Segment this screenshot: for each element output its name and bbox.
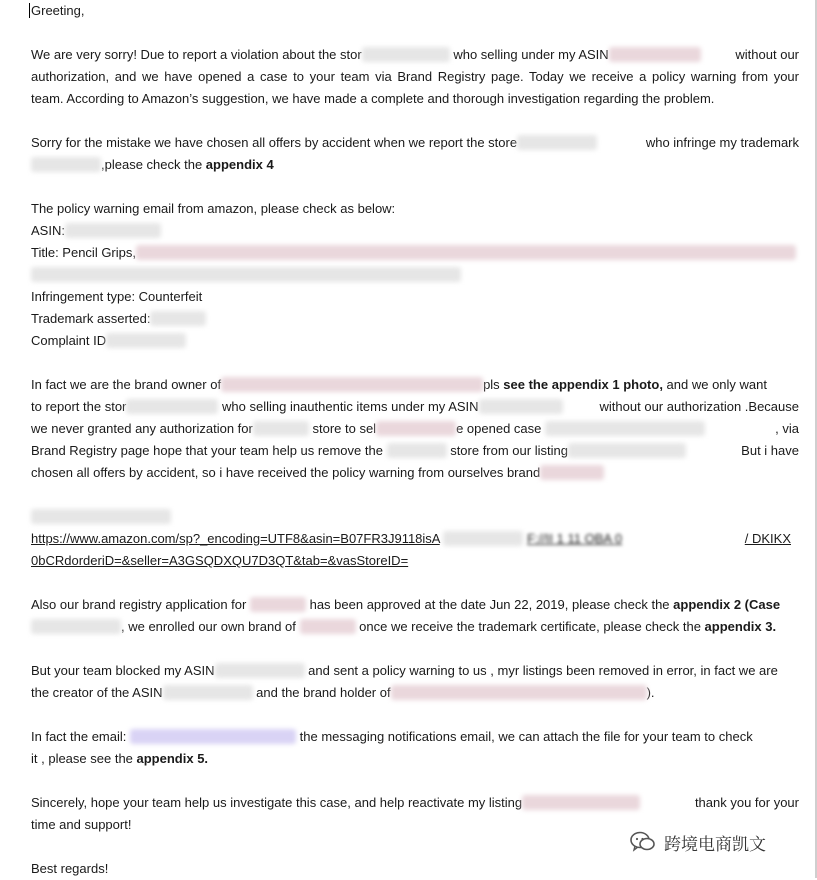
redacted	[253, 421, 309, 436]
text: , via	[775, 421, 799, 436]
store-link-line1[interactable]	[31, 528, 799, 550]
text: pls	[483, 377, 504, 392]
text: e opened case	[456, 421, 542, 436]
greeting-line	[31, 0, 799, 22]
redacted	[391, 685, 647, 700]
store-link-line2[interactable]	[31, 550, 799, 572]
text: to report the stor	[31, 399, 127, 414]
text: But your team blocked my ASIN	[31, 663, 215, 678]
text: ASIN:	[31, 223, 65, 238]
redacted	[106, 333, 186, 348]
redacted	[609, 47, 701, 62]
p3-title	[31, 242, 799, 264]
store-link[interactable]: / DKIKX	[744, 531, 791, 546]
store-link[interactable]: 0bCRdorderiD=&seller=A3GSQDXQU7D3QT&tab=&vasStoreID=	[31, 553, 409, 568]
redacted	[250, 597, 306, 612]
redacted	[545, 421, 705, 436]
redacted	[65, 223, 161, 238]
p8-line1	[31, 792, 799, 814]
p1-line3: team. According to Amazon’s suggestion, we have made a complete and thorough investigation regarding the problem.	[31, 91, 715, 106]
text: thank you for your	[694, 795, 799, 810]
closing: Best regards!	[31, 861, 109, 876]
p5-line2	[31, 616, 799, 638]
text: the messaging notifications email, we can attach the file for your team to check	[299, 729, 753, 744]
text: Trademark asserted:	[31, 311, 151, 326]
redacted	[522, 795, 640, 810]
redacted	[387, 443, 447, 458]
watermark-text: 跨境电商凯文	[664, 834, 766, 854]
watermark	[630, 828, 766, 856]
text: In fact we are the brand owner of	[31, 377, 222, 392]
redacted	[136, 245, 796, 260]
redacted	[443, 531, 523, 546]
text: once we receive the trademark certificate, please check the	[359, 619, 705, 634]
p8-line2: time and support!	[31, 817, 132, 832]
text: who selling under my ASIN	[453, 47, 609, 62]
text: ).	[646, 685, 655, 700]
text: and sent a policy warning to us , myr listings been removed in error, in fact we are	[308, 663, 778, 678]
redacted	[31, 157, 101, 172]
text: see the appendix 1 photo,	[503, 377, 663, 392]
text: and the brand holder of	[256, 685, 391, 700]
text: appendix 4	[205, 157, 274, 172]
text: and we only want	[662, 377, 768, 392]
text: store from our listing	[450, 443, 568, 458]
p2-line2	[31, 154, 799, 176]
text: Brand Registry page hope that your team help us remove the	[31, 443, 383, 458]
letter-body	[31, 0, 799, 880]
text-cursor	[29, 3, 30, 18]
store-link[interactable]: F://II 1 11 OBA 0	[527, 531, 623, 546]
text: appendix 3.	[704, 619, 777, 634]
text: has been approved at the date Jun 22, 2019, please check the	[309, 597, 674, 612]
p3-infringement: Infringement type: Counterfeit	[31, 289, 203, 304]
p3-line1: The policy warning email from amazon, please check as below:	[31, 201, 396, 216]
text: Sorry for the mistake we have chosen all offers by accident when we report the store	[31, 135, 518, 150]
p4-line1	[31, 374, 799, 396]
blurred-label-line	[31, 506, 799, 528]
p6-line1	[31, 660, 799, 682]
redacted	[568, 443, 686, 458]
p4-line2	[31, 396, 799, 418]
p3-complaint	[31, 330, 799, 352]
p5-line1	[31, 594, 799, 616]
redacted	[479, 399, 563, 414]
wechat-icon	[630, 831, 656, 853]
p7-line1	[31, 726, 799, 748]
redacted	[126, 399, 218, 414]
text: Also our brand registry application for	[31, 597, 247, 612]
text: But i have	[741, 443, 799, 458]
redacted	[163, 685, 253, 700]
p4-line5	[31, 462, 799, 484]
p1-line2: authorization, and we have opened a case to your team via Brand Registry page. Today we receive a policy warning from your	[31, 69, 799, 84]
text: Title: Pencil Grips,	[31, 245, 136, 260]
p6-line2	[31, 682, 799, 704]
redacted	[31, 509, 171, 524]
redacted	[31, 267, 461, 282]
redacted	[31, 619, 121, 634]
text: without our	[735, 47, 799, 62]
p3-asin	[31, 220, 799, 242]
text: In fact the email:	[31, 729, 127, 744]
text: We are very sorry! Due to report a violation about the stor	[31, 47, 362, 62]
p7-line2	[31, 748, 799, 770]
p3-trademark	[31, 308, 799, 330]
redacted	[130, 729, 296, 744]
store-link[interactable]: https://www.amazon.com/sp?_encoding=UTF8&asin=B07FR3J9118isA	[31, 531, 440, 546]
redacted	[150, 311, 206, 326]
redacted	[540, 465, 604, 480]
redacted	[215, 663, 305, 678]
text: appendix 5.	[136, 751, 209, 766]
text: store to sel	[312, 421, 377, 436]
text: appendix 2 (Case	[673, 597, 781, 612]
p4-line3	[31, 418, 799, 440]
text: who infringe my trademark	[645, 135, 799, 150]
redacted	[362, 47, 450, 62]
text: without our authorization .Because	[599, 399, 799, 414]
text: chosen all offers by accident, so i have received the policy warning from ourselves brand	[31, 465, 541, 480]
redacted	[376, 421, 456, 436]
text: Sincerely, hope your team help us investigate this case, and help reactivate my listing	[31, 795, 523, 810]
redacted	[221, 377, 483, 392]
redacted	[300, 619, 356, 634]
p4-line4	[31, 440, 799, 462]
text: we never granted any authorization for	[31, 421, 253, 436]
text: Complaint ID	[31, 333, 107, 348]
p3-blurred-line	[31, 264, 799, 286]
greeting: Greeting,	[31, 3, 85, 18]
text: it , please see the	[31, 751, 137, 766]
redacted	[517, 135, 597, 150]
text: , we enrolled our own brand of	[121, 619, 296, 634]
text: ,please check the	[101, 157, 206, 172]
p2-line1	[31, 132, 799, 154]
text: the creator of the ASIN	[31, 685, 163, 700]
p1-line1	[31, 44, 799, 66]
text: who selling inauthentic items under my ASIN	[222, 399, 479, 414]
